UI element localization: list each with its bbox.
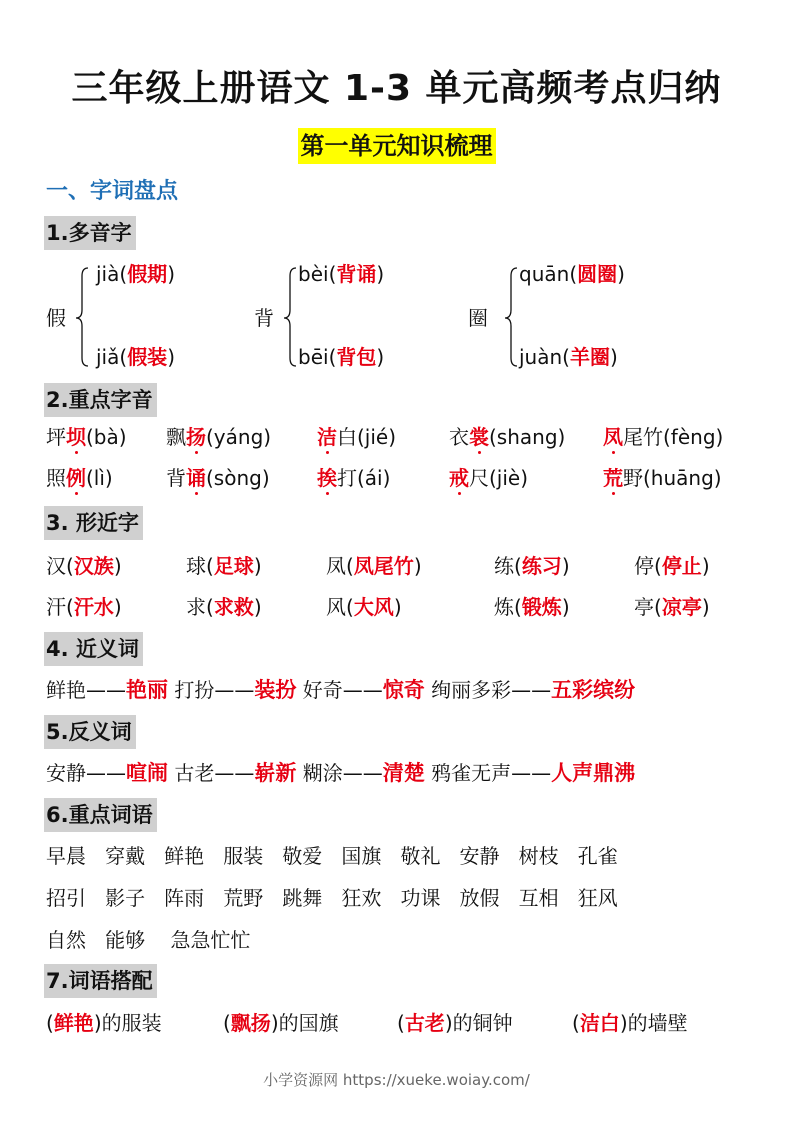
- similar-char-item: 球(足球): [186, 554, 262, 578]
- heading-synonyms: 4. 近义词: [44, 632, 143, 666]
- example-word: 背诵: [336, 262, 377, 286]
- synonym-line: 鲜艳——艳丽 打扮——装扮 好奇——惊奇 绚丽多彩——五彩缤纷: [46, 678, 636, 702]
- collocation-item: (飘扬)的国旗: [223, 1011, 339, 1035]
- heading-key-pronunciation: 2.重点字音: [44, 383, 157, 417]
- similar-char-item: 亭(凉亭): [634, 595, 710, 619]
- polyphonic-reading: jià(假期): [96, 262, 175, 286]
- pronunciation-item: 戒尺(jiè): [449, 466, 529, 490]
- word-list-row: 早晨 穿戴 鲜艳 服装 敬爱 国旗 敬礼 安静 树枝 孔雀: [46, 844, 618, 868]
- pinyin: juàn: [519, 345, 563, 369]
- similar-char-item: 求(求救): [186, 595, 262, 619]
- word-list-row: 招引 影子 阵雨 荒野 跳舞 狂欢 功课 放假 互相 狂风: [46, 886, 618, 910]
- collocation-item: (鲜艳)的服装: [46, 1011, 162, 1035]
- polyphonic-reading: juàn(羊圈): [519, 345, 618, 369]
- pronunciation-item: 洁白(jié): [317, 425, 397, 449]
- pronunciation-item: 坪坝(bà): [46, 425, 127, 449]
- section-heading-words: 一、字词盘点: [46, 179, 179, 204]
- similar-char-item: 汗(汗水): [46, 595, 122, 619]
- similar-char-item: 炼(锻炼): [494, 595, 570, 619]
- heading-collocations: 7.词语搭配: [44, 964, 157, 998]
- pinyin: jià: [96, 262, 120, 286]
- polyphonic-reading: bèi(背诵): [298, 262, 385, 286]
- polyphonic-char: 假: [46, 306, 66, 330]
- similar-char-item: 汉(汉族): [46, 554, 122, 578]
- example-word: 圆圈: [577, 262, 618, 286]
- pronunciation-item: 背诵(sòng): [166, 466, 270, 490]
- polyphonic-reading: bēi(背包): [298, 345, 385, 369]
- polyphonic-reading: jiǎ(假装): [96, 345, 175, 369]
- page-title: 三年级上册语文 1-3 单元高频考点归纳: [71, 68, 722, 109]
- collocation-item: (古老)的铜钟: [397, 1011, 513, 1035]
- antonym-line: 安静——喧闹 古老——崭新 糊涂——清楚 鸦雀无声——人声鼎沸: [46, 761, 636, 785]
- pronunciation-item: 衣裳(shang): [449, 425, 566, 449]
- word-list-row: 自然 能够 急急忙忙: [46, 928, 251, 952]
- similar-char-item: 风(大风): [326, 595, 402, 619]
- footer-source: 小学资源网 https://xueke.woiay.com/: [263, 1071, 530, 1089]
- pronunciation-item: 荒野(huāng): [603, 466, 722, 490]
- example-word: 假期: [127, 262, 168, 286]
- unit-subtitle: 第一单元知识梳理: [298, 128, 496, 164]
- pinyin: bèi: [298, 262, 329, 286]
- example-word: 羊圈: [569, 345, 610, 369]
- pinyin: quān: [519, 262, 570, 286]
- polyphonic-reading: quān(圆圈): [519, 262, 625, 286]
- pronunciation-item: 挨打(ái): [317, 466, 391, 490]
- pinyin: jiǎ: [96, 345, 120, 369]
- polyphonic-char: 背: [254, 306, 274, 330]
- pinyin: bēi: [298, 345, 329, 369]
- heading-key-words: 6.重点词语: [44, 798, 157, 832]
- pronunciation-item: 凤尾竹(fèng): [603, 425, 724, 449]
- example-word: 假装: [127, 345, 168, 369]
- heading-antonyms: 5.反义词: [44, 715, 136, 749]
- polyphonic-char: 圈: [468, 306, 488, 330]
- similar-char-item: 停(停止): [634, 554, 710, 578]
- similar-char-item: 练(练习): [494, 554, 570, 578]
- pronunciation-item: 照例(lì): [46, 466, 113, 490]
- collocation-item: (洁白)的墙壁: [572, 1011, 688, 1035]
- heading-polyphonic: 1.多音字: [44, 216, 136, 250]
- example-word: 背包: [336, 345, 377, 369]
- similar-char-item: 凤(凤尾竹): [326, 554, 422, 578]
- pronunciation-item: 飘扬(yáng): [166, 425, 272, 449]
- heading-similar-characters: 3. 形近字: [44, 506, 143, 540]
